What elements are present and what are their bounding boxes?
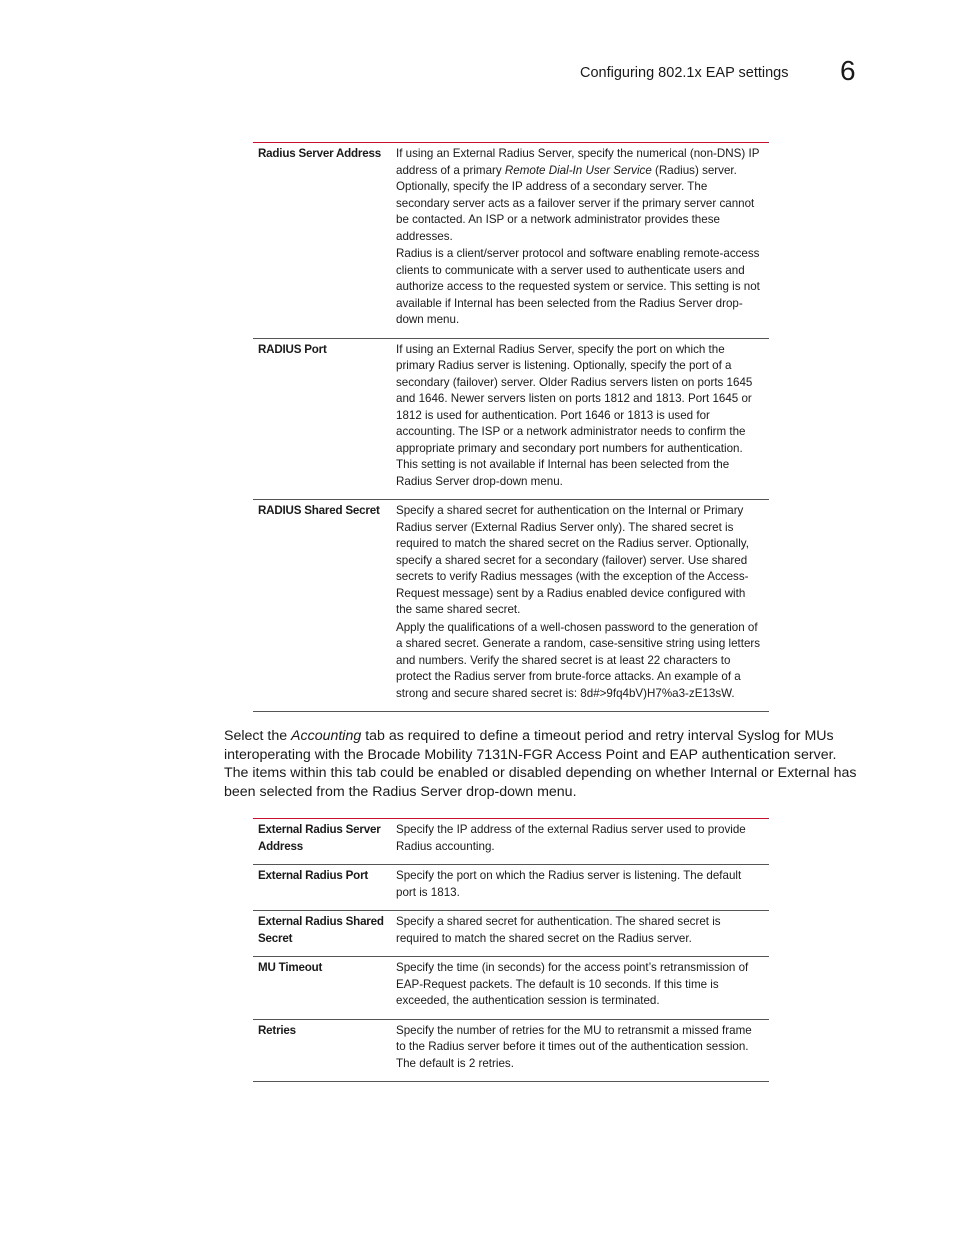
table-row — [253, 957, 769, 1020]
text-run: If using an External Radius Server, specify the numerical (non-DNS) IP address of a primary — [396, 147, 760, 177]
description-cell — [396, 819, 769, 865]
description-paragraph — [396, 620, 763, 703]
term-cell: External Radius Port — [253, 865, 396, 911]
term-cell: Retries — [253, 1019, 396, 1082]
text-run: (Radius) server. Optionally, specify the IP address of a secondary server. The secondary server acts as a failover server if the primary server cannot be contacted. An ISP or a network administrator provides these addresses. — [396, 163, 755, 243]
description-paragraph — [396, 914, 763, 947]
text-run: Specify the number of retries for the MU to retransmit a missed frame to the Radius server before it times out of the authentication session. The default is 2 retries. — [396, 1023, 752, 1070]
text-run: Specify the IP address of the external Radius server used to provide Radius accounting. — [396, 823, 746, 853]
emphasis-text: Accounting — [291, 728, 362, 744]
table-row — [253, 500, 769, 712]
table-row — [253, 1019, 769, 1082]
description-paragraph — [396, 146, 763, 245]
description-cell — [396, 143, 769, 339]
body-paragraph — [224, 727, 864, 801]
text-run: Specify the time (in seconds) for the access point’s retransmission of EAP-Request packets. The default is 10 seconds. If this time is exceeded, the authentication session is terminated. — [396, 961, 749, 1007]
description-paragraph — [396, 503, 763, 619]
table-row — [253, 865, 769, 911]
description-paragraph — [396, 246, 763, 329]
section-title: Configuring 802.1x EAP settings — [580, 65, 789, 81]
text-run: If using an External Radius Server, specify the port on which the primary Radius server is listening. Optionally, specify the port of a secondary (failover) server. Older Radius servers listen on ports 1645 and 1646. Newer servers listen on ports 1812 and 1813. Port 1645 or 1812 is used for authentication. Port 1646 or 1813 is used for accounting. The ISP or a network administrator needs to confirm the appropriate primary and secondary port numbers for authentication. This setting is not available if Internal has been selected from the Radius Server drop-down menu. — [396, 342, 753, 488]
table-row — [253, 911, 769, 957]
description-cell — [396, 500, 769, 712]
text-run: Apply the qualifications of a well-chosen password to the generation of a shared secret. Generate a random, case-sensitive string using letters and numbers. Verify the shared secret is at least 22 characters to protect the Radius server from brute-force attacks. An example of a strong and secure shared secret is: 8d#>9fq4bV)H7%a3-zE13sW. — [396, 620, 761, 700]
text-run: Specify a shared secret for authentication on the Internal or Primary Radius server (External Radius Server only). The shared secret is required to match the shared secret on the Radius server. Optionally, specify a shared secret for a secondary (failover) server. Use shared secrets to verify Radius messages (with the exception of the Access-Request message) sent by a Radius enabled device configured with the same shared secret. — [396, 504, 749, 616]
description-cell — [396, 957, 769, 1020]
description-cell — [396, 911, 769, 957]
description-paragraph — [396, 822, 763, 855]
term-cell: External Radius Server Address — [258, 823, 381, 853]
text-run: Radius is a client/server protocol and software enabling remote-access clients to communicate with a server used to authenticate users and authorize access to the requested system or service. This setting is not available if Internal has been selected from the Radius Server drop-down menu. — [396, 247, 760, 326]
text-run: tab as required to define a timeout period and retry interval Syslog for MUs interoperating with the Brocade Mobility 7131N-FGR Access Point and EAP authentication server. The items within this tab could be enabled or disabled depending on whether Internal or External has been selected from the Radius Server drop-down menu. — [224, 728, 857, 800]
description-cell — [396, 338, 769, 500]
term-cell: External Radius Shared Secret — [253, 911, 396, 957]
table-row — [253, 819, 769, 865]
description-paragraph — [396, 868, 763, 901]
description-paragraph — [396, 960, 763, 1010]
text-run: Select the — [224, 728, 292, 744]
description-paragraph — [396, 1023, 763, 1073]
text-run: Specify the port on which the Radius server is listening. The default port is 1813. — [396, 869, 742, 899]
table-row — [253, 143, 769, 339]
description-cell — [396, 1019, 769, 1082]
term-cell: RADIUS Shared Secret — [253, 500, 396, 712]
description-cell — [396, 865, 769, 911]
accounting-settings-table — [253, 818, 769, 1082]
radius-settings-table — [253, 142, 769, 712]
term-cell: MU Timeout — [253, 957, 396, 1020]
table-row — [253, 338, 769, 500]
emphasis-text: Remote Dial-In User Service — [504, 163, 652, 177]
text-run: Specify a shared secret for authentication. The shared secret is required to match the shared secret on the Radius server. — [396, 915, 721, 945]
chapter-number: 6 — [840, 55, 856, 86]
description-paragraph — [396, 342, 763, 491]
term-cell: RADIUS Port — [253, 338, 396, 500]
term-cell: Radius Server Address — [258, 147, 381, 160]
